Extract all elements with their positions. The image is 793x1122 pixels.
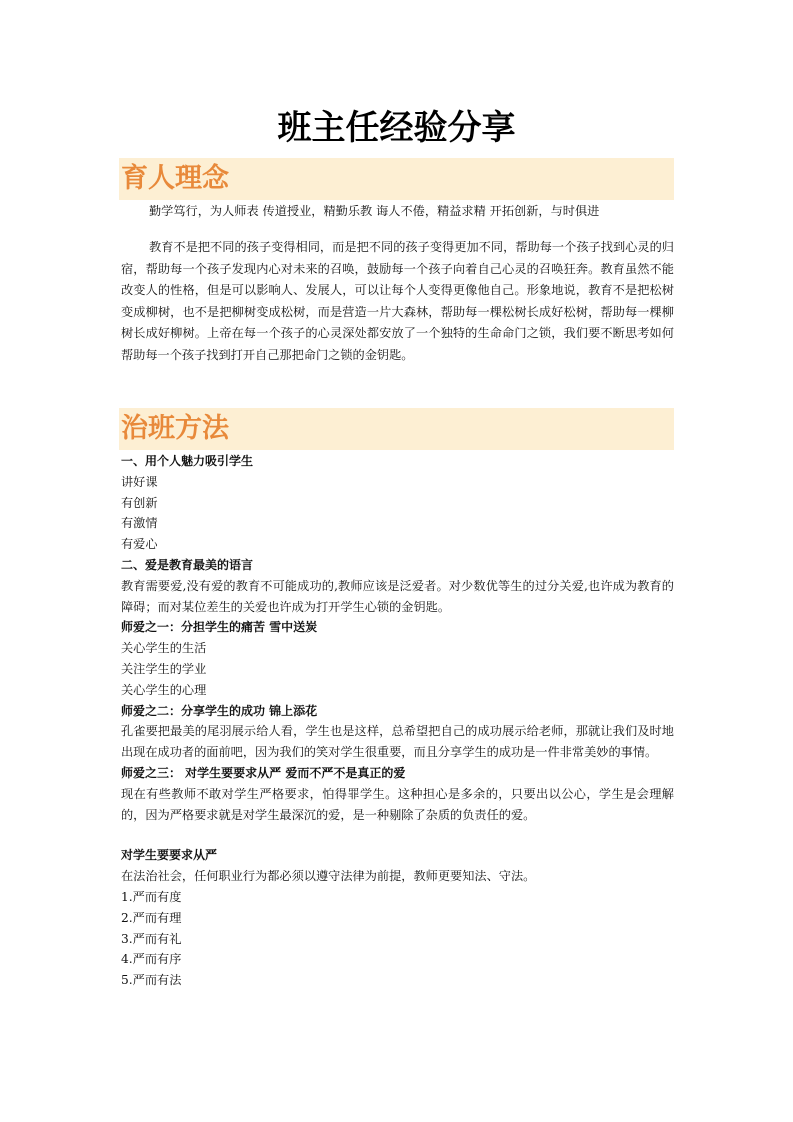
list-item: 关心学生的生活 xyxy=(121,641,207,656)
page-title: 班主任经验分享 xyxy=(277,108,516,148)
section-heading-education-philosophy: 育人理念 xyxy=(119,158,674,200)
list-item: 有激情 xyxy=(121,516,158,531)
list-item: 关心学生的心理 xyxy=(121,682,207,697)
list-item: 5.严而有法 xyxy=(121,973,182,988)
subheading-love: 二、爱是教育最美的语言 xyxy=(121,557,254,572)
class-management-content xyxy=(121,451,674,991)
blank-line xyxy=(121,825,674,845)
peacock-paragraph: 孔雀要把最美的尾羽展示给人看，学生也是这样，总希望把自己的成功展示给老师，那就让我们及时地出现在成功者的面前吧，因为我们的笑对学生很重要，而且分享学生的成功是一件非常美妙的事情。 xyxy=(121,724,674,760)
list-item: 关注学生的学业 xyxy=(121,661,207,676)
list-item: 3.严而有礼 xyxy=(121,931,182,946)
motto-paragraph: 勤学笃行，为人师表 传道授业，精勤乐教 诲人不倦，精益求精 开拓创新，与时俱进 xyxy=(149,204,600,218)
list-item: 2.严而有理 xyxy=(121,910,182,925)
list-item: 讲好课 xyxy=(121,474,158,489)
love-paragraph: 教育需要爱,没有爱的教育不可能成功的,教师应该是泛爱者。对少数优等生的过分关爱,也许成为教育的障碍；而对某位差生的关爱也许成为打开学生心锁的金钥匙。 xyxy=(121,578,674,614)
subheading-love-one: 师爱之一：分担学生的痛苦 雪中送炭 xyxy=(121,620,318,635)
list-item: 有爱心 xyxy=(121,537,158,552)
list-item: 1.严而有度 xyxy=(121,889,182,904)
list-item: 有创新 xyxy=(121,495,158,510)
subheading-love-two: 师爱之二：分享学生的成功 锦上添花 xyxy=(121,703,318,718)
law-paragraph: 在法治社会，任何职业行为都必须以遵守法律为前提，教师更要知法、守法。 xyxy=(121,869,536,884)
subheading-strict: 对学生要要求从严 xyxy=(121,848,218,863)
philosophy-paragraph: 教育不是把不同的孩子变得相同，而是把不同的孩子变得更加不同，帮助每一个孩子找到心灵的归宿，帮助每一个孩子发现内心对未来的召唤，鼓励每一个孩子向着自己心灵的召唤狂奔。教育虽然不能改变人的性格，但是可以影响人、发展人，可以让每个人变得更像他自己。形象地说，教育不是把松树变成柳树，也不是把柳树变成松树，而是营造一片大森林，帮助每一棵松树长成好松树，帮助每一棵柳树长成好柳树。上帝在每一个孩子的心灵深处都安放了一个独特的生命命门之锁，我们要不断思考如何帮助每一个孩子找到打开自己那把命门之锁的金钥匙。 xyxy=(121,240,674,362)
subheading-love-three: 师爱之三： 对学生要要求从严 爱而不严不是真正的爱 xyxy=(121,765,406,780)
strictness-paragraph: 现在有些教师不敢对学生严格要求，怕得罪学生。这种担心是多余的，只要出以公心，学生是会理解的，因为严格要求就是对学生最深沉的爱，是一种剔除了杂质的负责任的爱。 xyxy=(121,786,674,822)
subheading-charm: 一、用个人魅力吸引学生 xyxy=(121,454,254,468)
list-item: 4.严而有序 xyxy=(121,952,182,967)
section-heading-class-management: 治班方法 xyxy=(119,408,674,450)
